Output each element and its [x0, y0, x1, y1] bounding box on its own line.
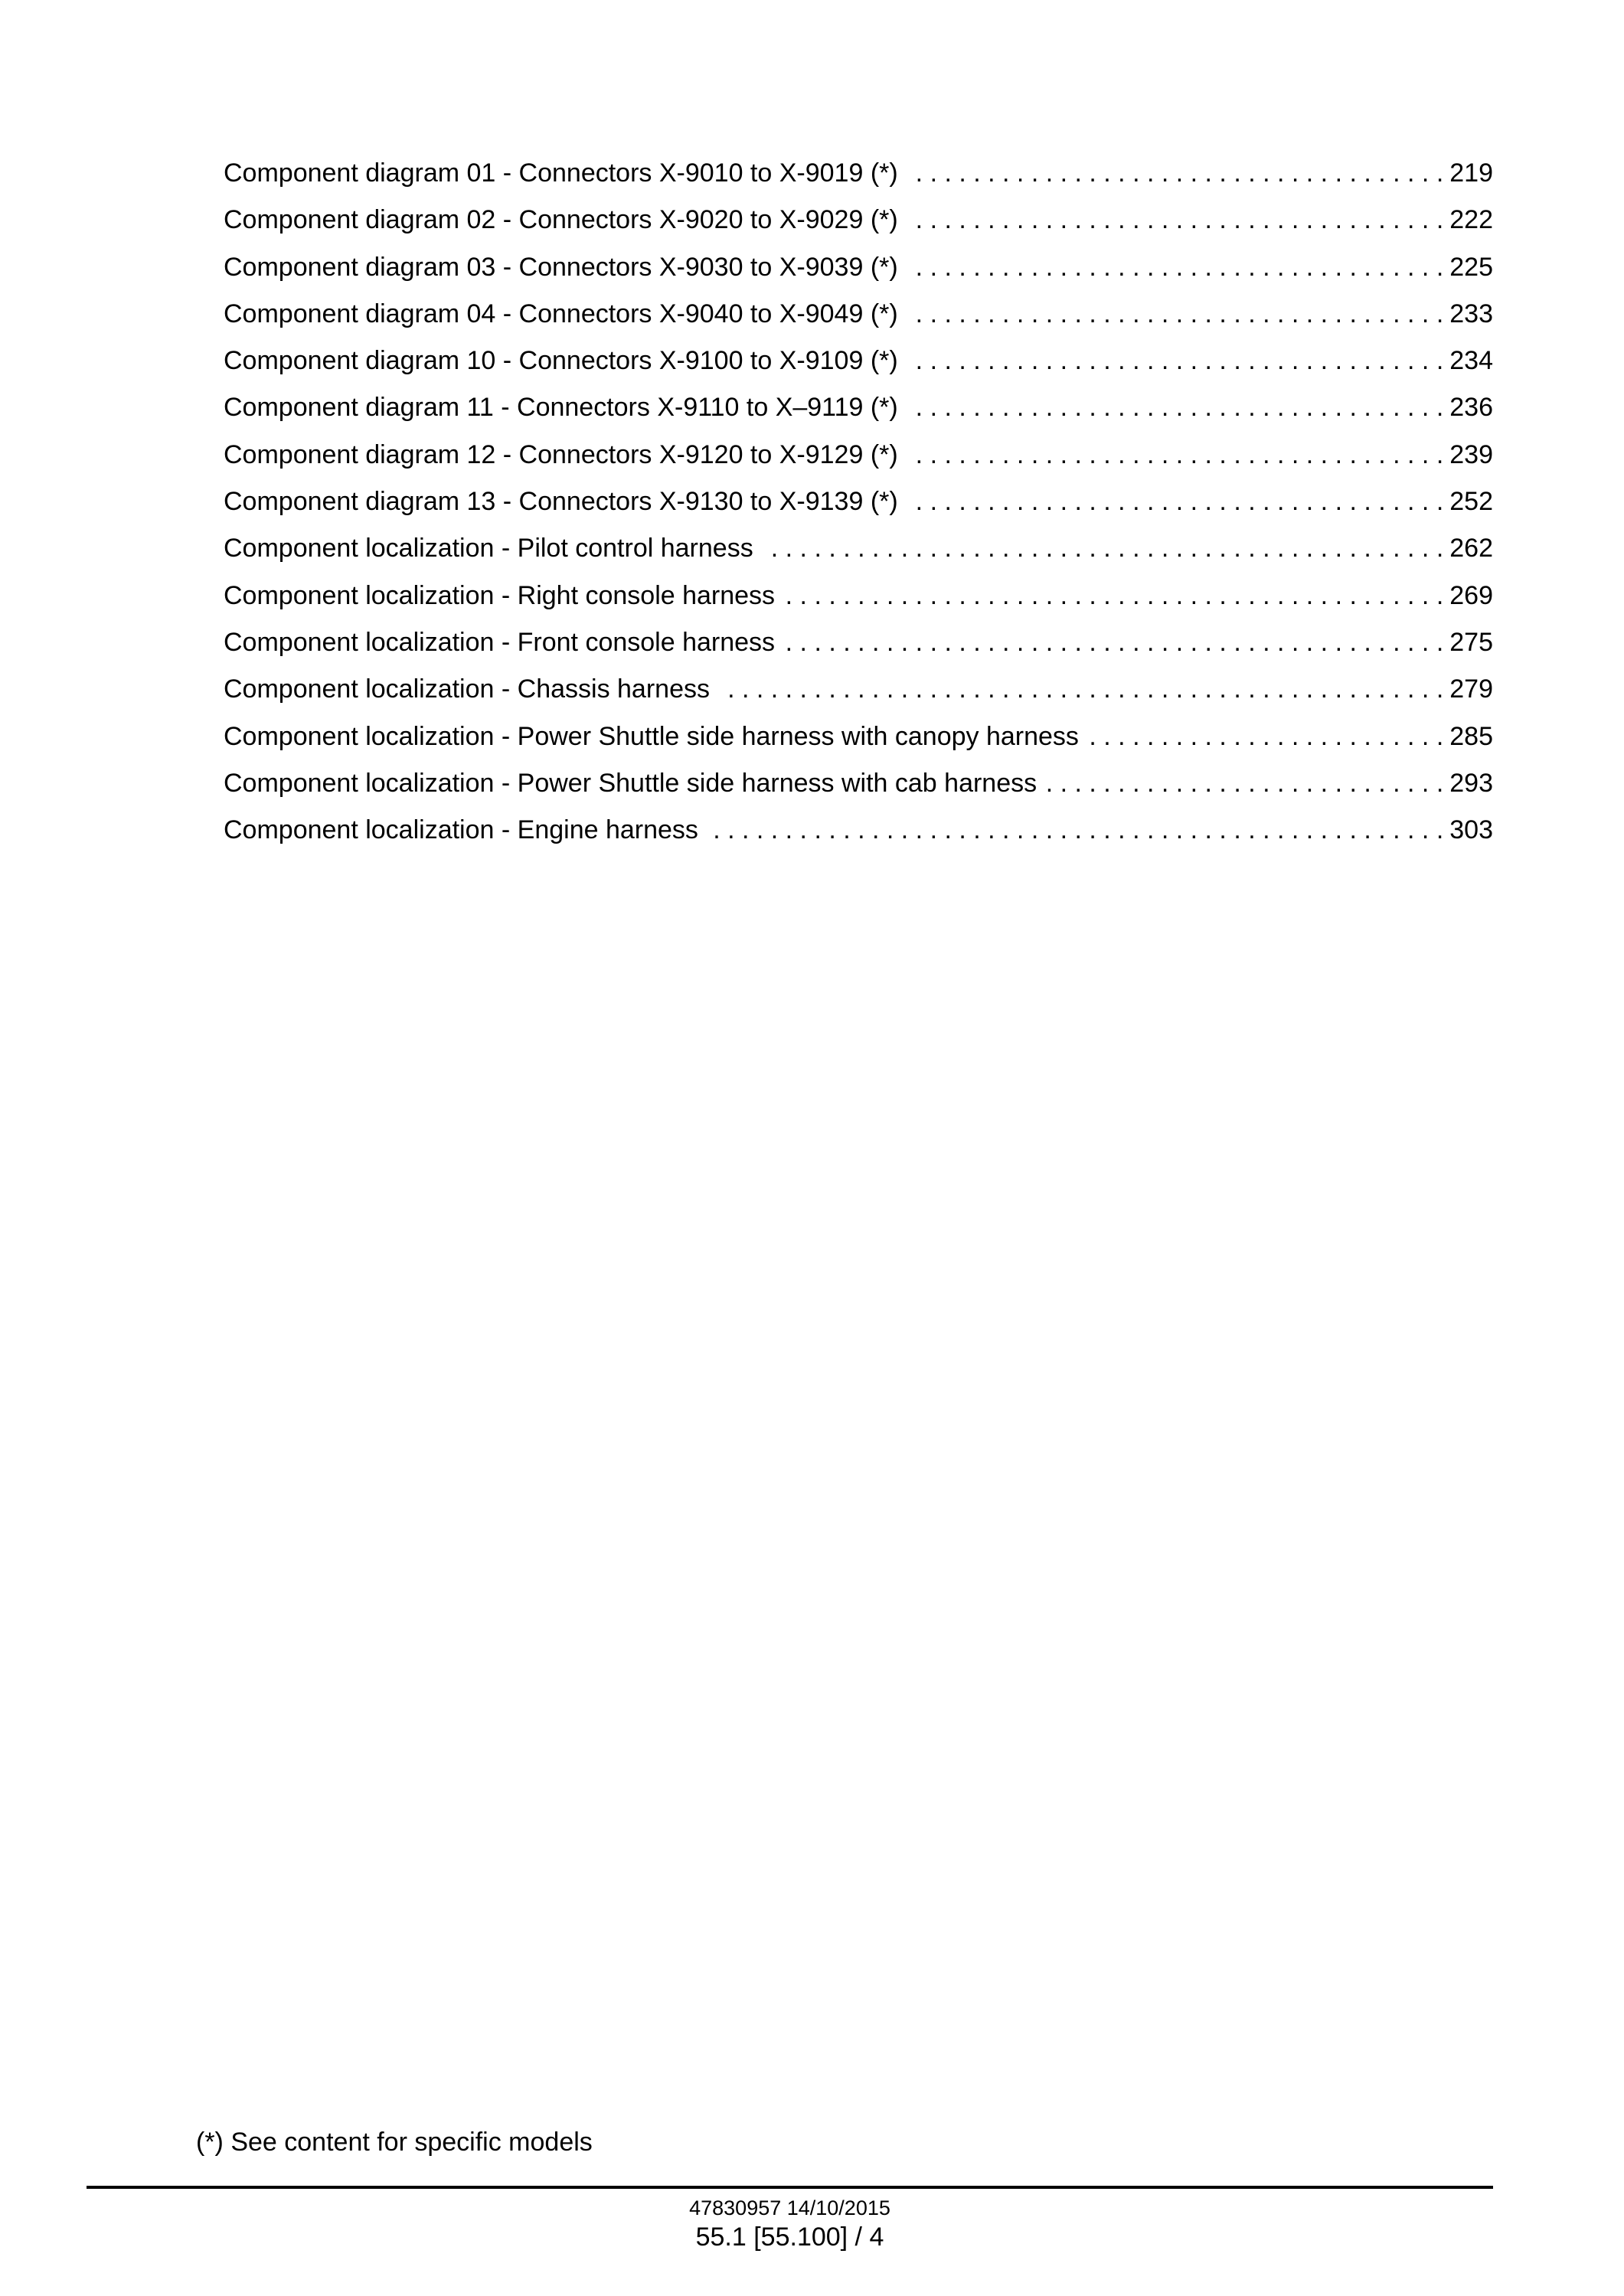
toc-entry-page[interactable]: 262	[1449, 534, 1493, 563]
toc-dot-leader	[1090, 714, 1443, 760]
footer-divider	[87, 2186, 1493, 2189]
toc-entry[interactable]	[224, 197, 1493, 243]
toc-entry-page[interactable]: 233	[1449, 299, 1493, 328]
toc-entry[interactable]	[224, 244, 1493, 291]
footer-section-reference: 55.1 [55.100] / 4	[695, 2223, 884, 2252]
toc-dot-leader	[786, 619, 1443, 666]
toc-entry-title[interactable]: Component diagram 02 - Connectors X-9020 to X-9029 (*)	[224, 205, 898, 235]
toc-dot-leader	[909, 384, 1444, 431]
toc-entry[interactable]	[224, 619, 1493, 666]
toc-dot-leader	[909, 338, 1444, 384]
toc-entry[interactable]	[224, 807, 1493, 854]
toc-entry[interactable]	[224, 760, 1493, 807]
toc-dot-leader	[721, 666, 1443, 713]
toc-entry-page[interactable]: 252	[1449, 487, 1493, 517]
toc-entry-page[interactable]: 303	[1449, 815, 1493, 845]
toc-entry-title[interactable]: Component diagram 01 - Connectors X-9010 to X-9019 (*)	[224, 158, 898, 188]
toc-entry-page[interactable]: 239	[1449, 439, 1493, 469]
toc-entry-page[interactable]: 219	[1449, 158, 1493, 188]
toc-entry[interactable]	[224, 525, 1493, 572]
toc-entry-title[interactable]: Component localization - Right console harness	[224, 580, 776, 610]
toc-entry[interactable]	[224, 432, 1493, 478]
toc-entry-page[interactable]: 285	[1449, 721, 1493, 751]
toc-dot-leader	[1047, 760, 1443, 807]
toc-entry-page[interactable]: 234	[1449, 346, 1493, 376]
toc-entry[interactable]	[224, 666, 1493, 713]
table-of-contents	[224, 150, 1493, 854]
toc-entry-title[interactable]: Component diagram 04 - Connectors X-9040 to X-9049 (*)	[224, 299, 898, 328]
toc-entry[interactable]	[224, 714, 1493, 760]
toc-entry[interactable]	[224, 573, 1493, 619]
toc-entry[interactable]	[224, 478, 1493, 525]
toc-entry[interactable]	[224, 291, 1493, 338]
toc-entry-page[interactable]: 293	[1449, 768, 1493, 798]
toc-entry-title[interactable]: Component diagram 11 - Connectors X-9110 to X–9119 (*)	[224, 393, 898, 423]
toc-entry-page[interactable]: 269	[1449, 580, 1493, 610]
toc-entry-title[interactable]: Component diagram 13 - Connectors X-9130 to X-9139 (*)	[224, 487, 898, 517]
toc-entry-page[interactable]: 236	[1449, 393, 1493, 423]
toc-entry-page[interactable]: 225	[1449, 252, 1493, 282]
toc-dot-leader	[909, 291, 1444, 338]
toc-dot-leader	[909, 244, 1444, 291]
toc-entry-title[interactable]: Component localization - Engine harness	[224, 815, 698, 845]
toc-entry-title[interactable]: Component localization - Power Shuttle side harness with canopy harness	[224, 721, 1079, 751]
toc-dot-leader	[909, 478, 1444, 525]
toc-entry[interactable]	[224, 338, 1493, 384]
toc-entry-title[interactable]: Component diagram 10 - Connectors X-9100 to X-9109 (*)	[224, 346, 898, 376]
toc-entry-title[interactable]: Component diagram 03 - Connectors X-9030 to X-9039 (*)	[224, 252, 898, 282]
toc-entry-title[interactable]: Component localization - Pilot control harness	[224, 534, 753, 563]
toc-entry-title[interactable]: Component localization - Power Shuttle side harness with cab harness	[224, 768, 1037, 798]
toc-dot-leader	[909, 197, 1444, 243]
toc-entry-title[interactable]: Component localization - Front console harness	[224, 627, 776, 657]
toc-entry-page[interactable]: 275	[1449, 627, 1493, 657]
toc-entry-title[interactable]: Component diagram 12 - Connectors X-9120 to X-9129 (*)	[224, 439, 898, 469]
toc-dot-leader	[764, 525, 1444, 572]
toc-dot-leader	[909, 150, 1444, 197]
toc-entry-title[interactable]: Component localization - Chassis harness	[224, 674, 710, 704]
footer-document-reference: 47830957 14/10/2015	[689, 2196, 890, 2219]
toc-dot-leader	[709, 807, 1443, 854]
toc-entry[interactable]	[224, 150, 1493, 197]
toc-entry-page[interactable]: 222	[1449, 205, 1493, 235]
toc-dot-leader	[786, 573, 1443, 619]
toc-entry-page[interactable]: 279	[1449, 674, 1493, 704]
toc-entry[interactable]	[224, 384, 1493, 431]
toc-dot-leader	[909, 432, 1444, 478]
footnote: (*) See content for specific models	[196, 2128, 593, 2157]
